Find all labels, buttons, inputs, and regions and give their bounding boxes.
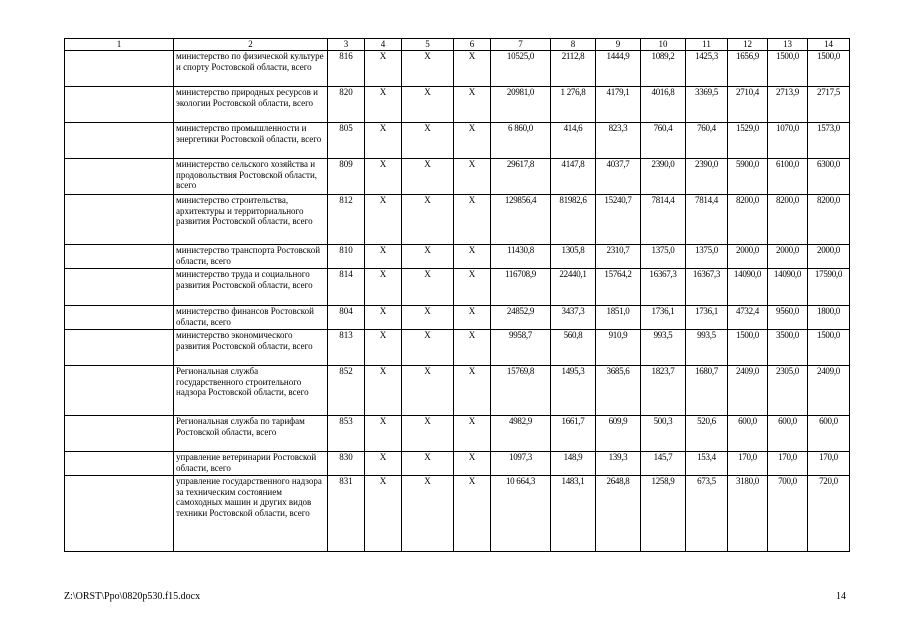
budget-table [64,38,850,552]
cell-v9: 3685,6 [596,366,641,416]
cell-v7: 6 860,0 [491,123,551,159]
cell-v9: 2648,8 [596,476,641,552]
cell-v11: 1425,3 [686,51,728,87]
cell-c5: X [402,416,454,452]
cell-c6: X [454,269,491,306]
cell-v10: 500,3 [641,416,686,452]
cell-v8: 1495,3 [551,366,596,416]
organization-name: управление ветеринарии Ростовской области, всего [174,452,328,476]
cell-v8: 2112,8 [551,51,596,87]
cell-v13: 3500,0 [768,330,808,366]
cell-code: 812 [328,195,365,245]
cell-v12: 5900,0 [728,159,768,195]
empty-cell [65,195,174,245]
column-header-14: 14 [808,39,850,51]
cell-v10: 4016,8 [641,87,686,123]
cell-v7: 24852,9 [491,306,551,330]
cell-v10: 1375,0 [641,245,686,269]
cell-v13: 1500,0 [768,51,808,87]
empty-cell [65,159,174,195]
cell-c4: X [365,366,402,416]
cell-v12: 14090,0 [728,269,768,306]
table-row [65,416,850,452]
organization-name: министерство труда и социального развития Ростовской области, всего [174,269,328,306]
cell-c4: X [365,416,402,452]
cell-c4: X [365,195,402,245]
cell-v11: 993,5 [686,330,728,366]
cell-c5: X [402,195,454,245]
cell-c5: X [402,245,454,269]
table-row [65,159,850,195]
cell-v7: 1097,3 [491,452,551,476]
table-row [65,366,850,416]
cell-v14: 2717,5 [808,87,850,123]
cell-v12: 2409,0 [728,366,768,416]
cell-v12: 1656,9 [728,51,768,87]
cell-v12: 170,0 [728,452,768,476]
cell-v9: 4037,7 [596,159,641,195]
cell-v14: 1500,0 [808,330,850,366]
cell-v9: 910,9 [596,330,641,366]
organization-name: Региональная служба по тарифам Ростовской области, всего [174,416,328,452]
cell-v10: 1736,1 [641,306,686,330]
cell-c5: X [402,366,454,416]
cell-v11: 673,5 [686,476,728,552]
cell-v11: 16367,3 [686,269,728,306]
cell-v11: 3369,5 [686,87,728,123]
cell-v14: 2000,0 [808,245,850,269]
cell-c5: X [402,330,454,366]
cell-c5: X [402,51,454,87]
organization-name: министерство по физической культуре и спорту Ростовской области, всего [174,51,328,87]
cell-v13: 2000,0 [768,245,808,269]
cell-c4: X [365,269,402,306]
table-row [65,330,850,366]
cell-v10: 16367,3 [641,269,686,306]
cell-v12: 1529,0 [728,123,768,159]
cell-code: 805 [328,123,365,159]
cell-v9: 1851,0 [596,306,641,330]
table-row [65,306,850,330]
cell-v13: 1070,0 [768,123,808,159]
cell-c6: X [454,51,491,87]
cell-v8: 148,9 [551,452,596,476]
cell-code: 810 [328,245,365,269]
cell-c6: X [454,245,491,269]
organization-name: министерство финансов Ростовской области, всего [174,306,328,330]
table-row [65,476,850,552]
cell-v13: 9560,0 [768,306,808,330]
cell-code: 809 [328,159,365,195]
cell-v8: 4147,8 [551,159,596,195]
cell-v10: 993,5 [641,330,686,366]
cell-v8: 1305,8 [551,245,596,269]
cell-v12: 8200,0 [728,195,768,245]
cell-c4: X [365,306,402,330]
empty-cell [65,476,174,552]
cell-c6: X [454,87,491,123]
column-header-9: 9 [596,39,641,51]
cell-v9: 823,3 [596,123,641,159]
cell-v12: 1500,0 [728,330,768,366]
empty-cell [65,306,174,330]
cell-v13: 2713,9 [768,87,808,123]
column-header-8: 8 [551,39,596,51]
cell-code: 831 [328,476,365,552]
cell-v7: 10 664,3 [491,476,551,552]
table-row [65,87,850,123]
cell-c4: X [365,159,402,195]
cell-v14: 1800,0 [808,306,850,330]
header-row [65,39,850,51]
column-header-3: 3 [328,39,365,51]
empty-cell [65,416,174,452]
cell-c5: X [402,476,454,552]
cell-v7: 9958,7 [491,330,551,366]
cell-v14: 720,0 [808,476,850,552]
organization-name: управление государственного надзора за техническим состоянием самоходных машин и других видов техники Ростовской области, всего [174,476,328,552]
empty-cell [65,245,174,269]
cell-v9: 15764,2 [596,269,641,306]
cell-v11: 760,4 [686,123,728,159]
column-header-5: 5 [402,39,454,51]
cell-c5: X [402,452,454,476]
cell-code: 852 [328,366,365,416]
cell-v10: 1089,2 [641,51,686,87]
cell-v11: 1375,0 [686,245,728,269]
cell-c5: X [402,306,454,330]
table-body [65,51,850,552]
cell-c4: X [365,51,402,87]
empty-cell [65,51,174,87]
column-header-2: 2 [174,39,328,51]
cell-v13: 14090,0 [768,269,808,306]
cell-v9: 139,3 [596,452,641,476]
empty-cell [65,123,174,159]
cell-code: 804 [328,306,365,330]
cell-v9: 2310,7 [596,245,641,269]
table-row [65,123,850,159]
column-header-10: 10 [641,39,686,51]
cell-code: 816 [328,51,365,87]
cell-v13: 8200,0 [768,195,808,245]
cell-v7: 4982,9 [491,416,551,452]
cell-c6: X [454,195,491,245]
organization-name: министерство экономического развития Ростовской области, всего [174,330,328,366]
cell-c6: X [454,123,491,159]
cell-v10: 760,4 [641,123,686,159]
cell-code: 830 [328,452,365,476]
cell-code: 820 [328,87,365,123]
cell-c4: X [365,245,402,269]
column-header-1: 1 [65,39,174,51]
cell-c4: X [365,123,402,159]
column-header-12: 12 [728,39,768,51]
table-row [65,245,850,269]
cell-v9: 609,9 [596,416,641,452]
table-row [65,452,850,476]
organization-name: Региональная служба государственного строительного надзора Ростовской области, всего [174,366,328,416]
organization-name: министерство промышленности и энергетики Ростовской области, всего [174,123,328,159]
cell-v10: 2390,0 [641,159,686,195]
cell-v12: 2000,0 [728,245,768,269]
file-path: Z:\ORST\Ppo\0820p530.f15.docx [64,591,201,602]
cell-c4: X [365,87,402,123]
cell-v13: 600,0 [768,416,808,452]
table-row [65,269,850,306]
empty-cell [65,452,174,476]
cell-v7: 11430,8 [491,245,551,269]
cell-v7: 20981,0 [491,87,551,123]
cell-v14: 8200,0 [808,195,850,245]
column-header-11: 11 [686,39,728,51]
cell-v8: 1 276,8 [551,87,596,123]
cell-v13: 700,0 [768,476,808,552]
cell-v14: 2409,0 [808,366,850,416]
cell-v7: 129856,4 [491,195,551,245]
cell-c6: X [454,159,491,195]
table-row [65,195,850,245]
cell-c4: X [365,452,402,476]
cell-c6: X [454,330,491,366]
empty-cell [65,269,174,306]
organization-name: министерство природных ресурсов и экологии Ростовской области, всего [174,87,328,123]
cell-c5: X [402,87,454,123]
cell-v10: 1823,7 [641,366,686,416]
cell-v8: 1661,7 [551,416,596,452]
cell-c6: X [454,306,491,330]
cell-v13: 2305,0 [768,366,808,416]
cell-c6: X [454,416,491,452]
cell-v9: 4179,1 [596,87,641,123]
cell-v9: 15240,7 [596,195,641,245]
cell-v10: 145,7 [641,452,686,476]
cell-v13: 170,0 [768,452,808,476]
cell-c4: X [365,476,402,552]
column-header-13: 13 [768,39,808,51]
cell-v9: 1444,9 [596,51,641,87]
cell-c5: X [402,123,454,159]
cell-v14: 170,0 [808,452,850,476]
cell-v7: 15769,8 [491,366,551,416]
cell-v7: 10525,0 [491,51,551,87]
organization-name: министерство транспорта Ростовской области, всего [174,245,328,269]
cell-v11: 7814,4 [686,195,728,245]
cell-v11: 153,4 [686,452,728,476]
cell-v8: 3437,3 [551,306,596,330]
empty-cell [65,330,174,366]
cell-v8: 22440,1 [551,269,596,306]
column-header-7: 7 [491,39,551,51]
cell-v7: 29617,8 [491,159,551,195]
table-row [65,51,850,87]
cell-v12: 4732,4 [728,306,768,330]
cell-v8: 81982,6 [551,195,596,245]
cell-v11: 520,6 [686,416,728,452]
cell-v14: 1500,0 [808,51,850,87]
page-number: 14 [836,591,846,602]
cell-v11: 1680,7 [686,366,728,416]
empty-cell [65,87,174,123]
cell-v12: 600,0 [728,416,768,452]
column-header-4: 4 [365,39,402,51]
cell-v12: 3180,0 [728,476,768,552]
cell-code: 813 [328,330,365,366]
cell-v10: 1258,9 [641,476,686,552]
cell-code: 853 [328,416,365,452]
cell-v10: 7814,4 [641,195,686,245]
cell-v8: 560,8 [551,330,596,366]
cell-v14: 600,0 [808,416,850,452]
cell-v13: 6100,0 [768,159,808,195]
cell-c5: X [402,269,454,306]
organization-name: министерство строительства, архитектуры и территориального развития Ростовской области, всего [174,195,328,245]
cell-v12: 2710,4 [728,87,768,123]
cell-c5: X [402,159,454,195]
cell-v7: 116708,9 [491,269,551,306]
cell-v14: 1573,0 [808,123,850,159]
organization-name: министерство сельского хозяйства и продовольствия Ростовской области, всего [174,159,328,195]
cell-v11: 1736,1 [686,306,728,330]
cell-v14: 6300,0 [808,159,850,195]
empty-cell [65,366,174,416]
cell-v14: 17590,0 [808,269,850,306]
cell-v8: 414,6 [551,123,596,159]
cell-code: 814 [328,269,365,306]
cell-c6: X [454,366,491,416]
column-header-6: 6 [454,39,491,51]
cell-v11: 2390,0 [686,159,728,195]
cell-c6: X [454,452,491,476]
cell-c6: X [454,476,491,552]
cell-c4: X [365,330,402,366]
cell-v8: 1483,1 [551,476,596,552]
